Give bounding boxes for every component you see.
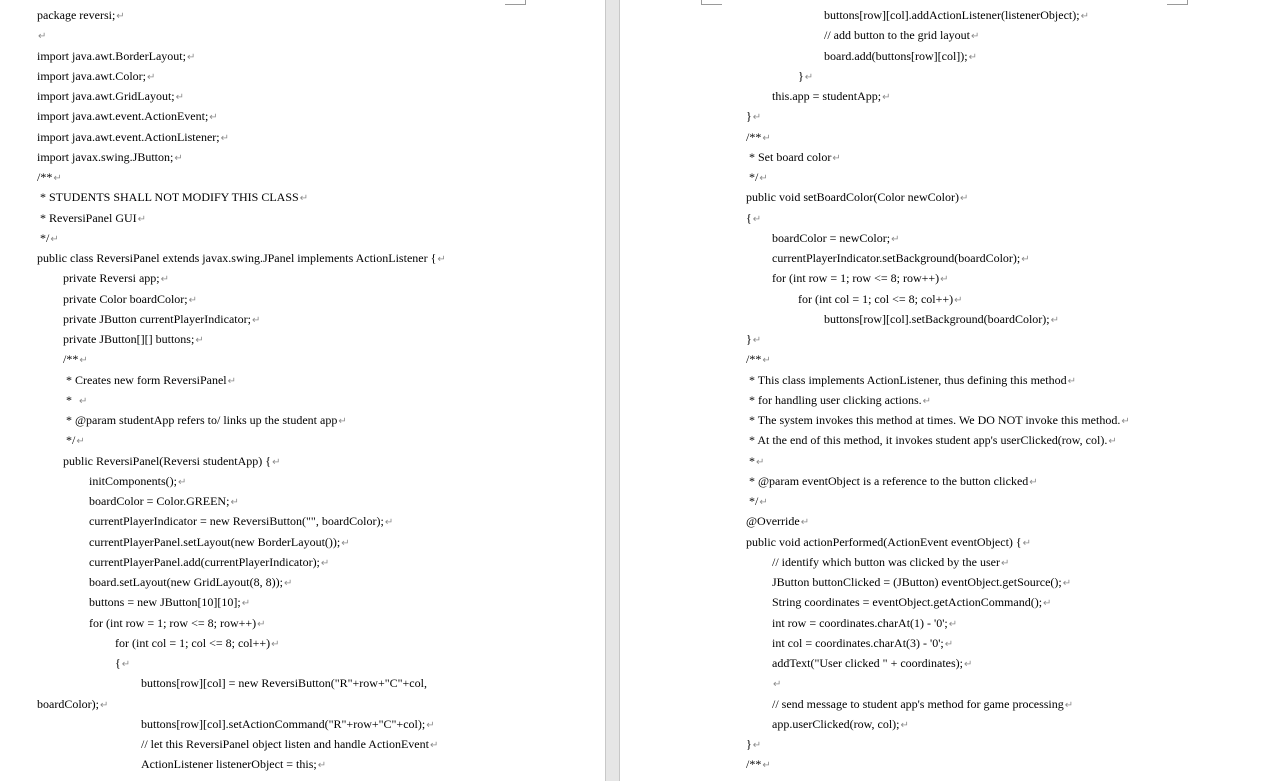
paragraph-mark-icon: ↵ — [1029, 476, 1038, 488]
code-line — [620, 734, 1269, 754]
code-line — [620, 248, 1269, 268]
code-line-text: buttons[row][col] = new ReversiButton("R"+row+"C"+col, — [141, 676, 427, 691]
code-line-text: String coordinates = eventObject.getActionCommand();↵ — [772, 595, 1052, 610]
code-line-text: currentPlayerPanel.add(currentPlayerIndicator);↵ — [89, 554, 330, 569]
code-line-text: // let this ReversiPanel object listen and handle ActionEvent↵ — [141, 737, 439, 751]
paragraph-mark-icon: ↵ — [320, 557, 330, 569]
code-line — [620, 491, 1269, 511]
paragraph-mark-icon: ↵ — [1062, 578, 1072, 589]
code-line — [620, 633, 1269, 653]
code-line — [620, 532, 1269, 552]
paragraph-mark-icon: ↵ — [230, 497, 239, 508]
paragraph-mark-icon: ↵ — [752, 112, 762, 124]
paragraph-mark-icon: ↵ — [900, 719, 909, 731]
paragraph-mark-icon: ↵ — [437, 254, 446, 265]
paragraph-mark-icon: ↵ — [1021, 254, 1030, 265]
code-line-text: public class ReversiPanel extends javax.swing.JPanel implements ActionListener {↵ — [37, 251, 446, 265]
document-page-left — [0, 0, 605, 781]
paragraph-mark-icon: ↵ — [241, 598, 251, 610]
code-line-text: int row = coordinates.charAt(1) - '0';↵ — [772, 615, 958, 630]
code-line-text: * Creates new form ReversiPanel↵ — [63, 372, 237, 387]
code-line-text: * At the end of this method, it invokes student app's userClicked(row, col).↵ — [746, 433, 1117, 448]
code-line-text: */↵ — [746, 494, 768, 508]
code-line-text: * Set board color↵ — [746, 149, 841, 164]
paragraph-mark-icon: ↵ — [79, 355, 88, 367]
paragraph-mark-icon: ↵ — [209, 112, 218, 124]
code-line — [620, 673, 1269, 693]
code-line-text: currentPlayerIndicator = new ReversiButton("", boardColor);↵ — [89, 514, 394, 529]
code-line — [0, 673, 605, 693]
code-line-text: boardColor = newColor;↵ — [772, 230, 900, 245]
code-line-text: * @param eventObject is a reference to the button clicked↵ — [746, 473, 1038, 488]
code-line — [0, 511, 605, 531]
code-line-text — [772, 673, 781, 695]
code-line-text: int col = coordinates.charAt(3) - '0';↵ — [772, 635, 954, 650]
code-line-text: */↵ — [746, 170, 768, 184]
paragraph-mark-icon: ↵ — [1043, 598, 1052, 610]
paragraph-mark-icon: ↵ — [272, 456, 281, 468]
paragraph-mark-icon: ↵ — [220, 132, 229, 144]
paragraph-mark-icon: ↵ — [188, 294, 198, 306]
paragraph-mark-icon: ↵ — [752, 213, 762, 225]
code-line — [620, 714, 1269, 734]
code-line-text: */↵ — [63, 433, 85, 448]
code-line — [620, 309, 1269, 329]
code-line-text: boardColor = Color.GREEN;↵ — [89, 494, 239, 508]
code-line-text: this.app = studentApp;↵ — [772, 89, 891, 103]
code-line-text: addText("User clicked " + coordinates);↵ — [772, 656, 973, 670]
paragraph-mark-icon: ↵ — [1067, 375, 1076, 387]
code-line-text: * ↵ — [63, 392, 88, 407]
code-line — [0, 430, 605, 450]
paragraph-mark-icon: ↵ — [800, 517, 810, 529]
code-line — [620, 613, 1269, 633]
code-line-text: /**↵ — [63, 352, 88, 367]
document-page-right — [620, 0, 1269, 781]
code-line — [0, 106, 605, 126]
paragraph-mark-icon: ↵ — [1022, 537, 1032, 549]
code-line — [620, 86, 1269, 106]
paragraph-mark-icon: ↵ — [426, 719, 435, 731]
paragraph-mark-icon: ↵ — [752, 335, 762, 346]
paragraph-mark-icon: ↵ — [271, 638, 280, 650]
paragraph-mark-icon: ↵ — [891, 233, 900, 245]
paragraph-mark-icon: ↵ — [759, 173, 768, 184]
code-lines — [0, 5, 605, 775]
paragraph-mark-icon: ↵ — [100, 699, 109, 711]
paragraph-mark-icon: ↵ — [1064, 699, 1074, 711]
paragraph-mark-icon: ↵ — [964, 659, 973, 670]
code-line-text: {↵ — [115, 656, 131, 670]
code-line — [0, 451, 605, 471]
code-line-text: currentPlayerPanel.setLayout(new BorderLayout());↵ — [89, 534, 350, 549]
code-line-text: private JButton[][] buttons;↵ — [63, 332, 204, 346]
code-line-text: private Reversi app;↵ — [63, 271, 170, 286]
code-line-text: ActionListener listenerObject = this;↵ — [141, 757, 327, 772]
code-line — [620, 471, 1269, 491]
code-line-text: * The system invokes this method at times. We DO NOT invoke this method.↵ — [746, 413, 1130, 427]
paragraph-mark-icon: ↵ — [79, 395, 88, 407]
code-line-text: for (int col = 1; col <= 8; col++)↵ — [798, 291, 963, 306]
paragraph-mark-icon: ↵ — [283, 578, 293, 589]
code-line — [620, 511, 1269, 531]
code-line — [0, 268, 605, 288]
code-line-text: * ReversiPanel GUI↵ — [37, 210, 147, 225]
code-line — [620, 25, 1269, 45]
paragraph-mark-icon: ↵ — [940, 274, 949, 286]
code-line — [620, 208, 1269, 228]
code-line-text: /**↵ — [746, 352, 771, 367]
code-line — [0, 208, 605, 228]
code-line — [620, 370, 1269, 390]
code-line — [620, 653, 1269, 673]
code-line-text: buttons[row][col].setBackground(boardColor);↵ — [824, 311, 1059, 326]
code-line-text: private JButton currentPlayerIndicator;↵ — [63, 311, 261, 326]
code-line-text: for (int row = 1; row <= 8; row++)↵ — [89, 615, 266, 630]
paragraph-mark-icon: ↵ — [959, 193, 969, 205]
code-line — [0, 734, 605, 754]
code-line — [0, 613, 605, 633]
paragraph-mark-icon: ↵ — [762, 355, 771, 367]
code-line — [620, 451, 1269, 471]
code-line — [0, 66, 605, 86]
paragraph-mark-icon: ↵ — [954, 294, 963, 306]
paragraph-mark-icon: ↵ — [338, 416, 347, 427]
code-line-text: private Color boardColor;↵ — [63, 291, 198, 306]
paragraph-mark-icon: ↵ — [762, 760, 771, 772]
code-line — [0, 390, 605, 410]
paragraph-mark-icon: ↵ — [968, 51, 978, 63]
paragraph-mark-icon: ↵ — [121, 659, 131, 670]
code-line-text: // send message to student app's method for game processing↵ — [772, 696, 1074, 711]
code-line — [0, 187, 605, 207]
code-line — [0, 552, 605, 572]
code-line — [0, 714, 605, 734]
paragraph-mark-icon: ↵ — [317, 760, 327, 772]
paragraph-mark-icon: ↵ — [429, 740, 439, 751]
paragraph-mark-icon: ↵ — [146, 71, 156, 83]
paragraph-mark-icon: ↵ — [160, 274, 170, 286]
code-line — [0, 147, 605, 167]
code-line-text: buttons[row][col].addActionListener(listenerObject);↵ — [824, 8, 1089, 22]
code-line-text — [37, 25, 46, 47]
code-line — [620, 46, 1269, 66]
code-line-text: *↵ — [746, 453, 765, 468]
code-line — [620, 552, 1269, 572]
paragraph-mark-icon: ↵ — [186, 51, 196, 63]
code-line — [0, 633, 605, 653]
code-line-text: buttons = new JButton[10][10];↵ — [89, 595, 251, 610]
paragraph-mark-icon: ↵ — [762, 132, 771, 144]
code-line-text: // add button to the grid layout↵ — [824, 28, 980, 43]
code-line-text: for (int col = 1; col <= 8; col++)↵ — [115, 635, 280, 650]
code-line-text: /**↵ — [37, 170, 62, 184]
paragraph-mark-icon: ↵ — [384, 517, 394, 529]
code-line-text: }↵ — [746, 332, 762, 346]
code-line — [0, 5, 605, 25]
paragraph-mark-icon: ↵ — [76, 436, 85, 448]
code-line — [0, 532, 605, 552]
code-line-text: import java.awt.event.ActionListener;↵ — [37, 129, 229, 144]
paragraph-mark-icon: ↵ — [1050, 314, 1059, 326]
paragraph-mark-icon: ↵ — [53, 173, 62, 184]
code-line-text: import java.awt.BorderLayout;↵ — [37, 48, 196, 63]
paragraph-mark-icon: ↵ — [257, 618, 266, 630]
code-line-text: * This class implements ActionListener, thus defining this method↵ — [746, 372, 1076, 387]
code-line-text: import java.awt.event.ActionEvent;↵ — [37, 109, 218, 124]
code-line — [620, 147, 1269, 167]
paragraph-mark-icon: ↵ — [832, 152, 841, 164]
code-line — [0, 86, 605, 106]
code-line — [0, 471, 605, 491]
code-line-text: @Override↵ — [746, 514, 810, 529]
code-line — [0, 349, 605, 369]
code-line — [0, 127, 605, 147]
code-line — [620, 572, 1269, 592]
code-line-text: */↵ — [37, 230, 59, 245]
code-line — [0, 25, 605, 45]
code-line-text: boardColor);↵ — [37, 696, 109, 711]
paragraph-mark-icon: ↵ — [1080, 11, 1089, 22]
code-line — [0, 754, 605, 774]
paragraph-mark-icon: ↵ — [759, 497, 768, 508]
code-line-text: for (int row = 1; row <= 8; row++)↵ — [772, 271, 949, 286]
paragraph-mark-icon: ↵ — [773, 679, 782, 691]
paragraph-mark-icon: ↵ — [882, 92, 891, 103]
code-line — [620, 754, 1269, 774]
code-line-text: /**↵ — [746, 757, 771, 772]
code-line — [620, 410, 1269, 430]
code-line-text: public ReversiPanel(Reversi studentApp) {↵ — [63, 453, 281, 468]
code-line-text: import java.awt.Color;↵ — [37, 68, 156, 83]
code-line — [0, 410, 605, 430]
code-line — [0, 694, 605, 714]
paragraph-mark-icon: ↵ — [341, 537, 350, 549]
code-line — [620, 187, 1269, 207]
code-line-text: }↵ — [798, 68, 814, 83]
paragraph-mark-icon: ↵ — [251, 314, 261, 326]
code-line-text: board.setLayout(new GridLayout(8, 8));↵ — [89, 575, 293, 589]
code-line — [0, 491, 605, 511]
code-line — [620, 329, 1269, 349]
code-line — [620, 289, 1269, 309]
code-line-text: package reversi;↵ — [37, 8, 125, 22]
code-line-text: buttons[row][col].setActionCommand("R"+row+"C"+col);↵ — [141, 716, 435, 731]
code-lines — [620, 5, 1269, 775]
paragraph-mark-icon: ↵ — [175, 92, 185, 103]
paragraph-mark-icon: ↵ — [1000, 557, 1010, 569]
paragraph-mark-icon: ↵ — [756, 456, 765, 468]
code-line — [0, 309, 605, 329]
code-line — [620, 106, 1269, 126]
code-line-text: JButton buttonClicked = (JButton) eventObject.getSource();↵ — [772, 575, 1072, 589]
code-line-text: initComponents();↵ — [89, 473, 187, 488]
code-line — [0, 592, 605, 612]
paragraph-mark-icon: ↵ — [948, 618, 958, 630]
code-line — [620, 167, 1269, 187]
code-line-text: * @param studentApp refers to/ links up the student app↵ — [63, 413, 347, 427]
paragraph-mark-icon: ↵ — [804, 71, 814, 83]
code-line-text: import javax.swing.JButton;↵ — [37, 149, 183, 164]
paragraph-mark-icon: ↵ — [227, 375, 237, 387]
code-line-text: // identify which button was clicked by the user↵ — [772, 554, 1010, 569]
paragraph-mark-icon: ↵ — [195, 335, 204, 346]
code-line — [620, 127, 1269, 147]
paragraph-mark-icon: ↵ — [970, 31, 980, 43]
paragraph-mark-icon: ↵ — [922, 395, 932, 407]
code-line-text: currentPlayerIndicator.setBackground(boardColor);↵ — [772, 251, 1030, 265]
code-line-text: public void setBoardColor(Color newColor)↵ — [746, 190, 969, 205]
page-gap — [605, 0, 620, 781]
code-line — [620, 268, 1269, 288]
code-line-text: import java.awt.GridLayout;↵ — [37, 89, 185, 103]
code-line — [620, 66, 1269, 86]
paragraph-mark-icon: ↵ — [38, 31, 47, 43]
paragraph-mark-icon: ↵ — [50, 233, 59, 245]
code-line — [620, 390, 1269, 410]
code-line — [0, 572, 605, 592]
paragraph-mark-icon: ↵ — [137, 213, 147, 225]
paragraph-mark-icon: ↵ — [1121, 416, 1130, 427]
code-line-text: * for handling user clicking actions.↵ — [746, 392, 932, 407]
code-line-text: board.add(buttons[row][col]);↵ — [824, 48, 978, 63]
paragraph-mark-icon: ↵ — [299, 193, 309, 205]
code-line — [0, 370, 605, 390]
paragraph-mark-icon: ↵ — [174, 152, 183, 164]
code-line — [620, 349, 1269, 369]
code-line — [620, 694, 1269, 714]
code-line — [0, 167, 605, 187]
code-line-text: app.userClicked(row, col);↵ — [772, 716, 909, 731]
code-line-text: {↵ — [746, 210, 762, 225]
code-line-text: }↵ — [746, 109, 762, 124]
paragraph-mark-icon: ↵ — [944, 638, 954, 650]
code-line — [620, 430, 1269, 450]
code-line — [0, 46, 605, 66]
paragraph-mark-icon: ↵ — [178, 476, 187, 488]
code-line — [0, 248, 605, 268]
code-line — [0, 289, 605, 309]
code-line-text: * STUDENTS SHALL NOT MODIFY THIS CLASS↵ — [37, 190, 309, 205]
paragraph-mark-icon: ↵ — [116, 11, 125, 22]
paragraph-mark-icon: ↵ — [1108, 436, 1117, 448]
code-line — [0, 329, 605, 349]
code-line — [0, 653, 605, 673]
code-line — [620, 228, 1269, 248]
code-line-text: public void actionPerformed(ActionEvent eventObject) {↵ — [746, 534, 1032, 549]
code-line-text: /**↵ — [746, 129, 771, 144]
code-line — [0, 228, 605, 248]
code-line-text: }↵ — [746, 737, 762, 751]
paragraph-mark-icon: ↵ — [752, 740, 762, 751]
code-line — [620, 5, 1269, 25]
code-line — [620, 592, 1269, 612]
